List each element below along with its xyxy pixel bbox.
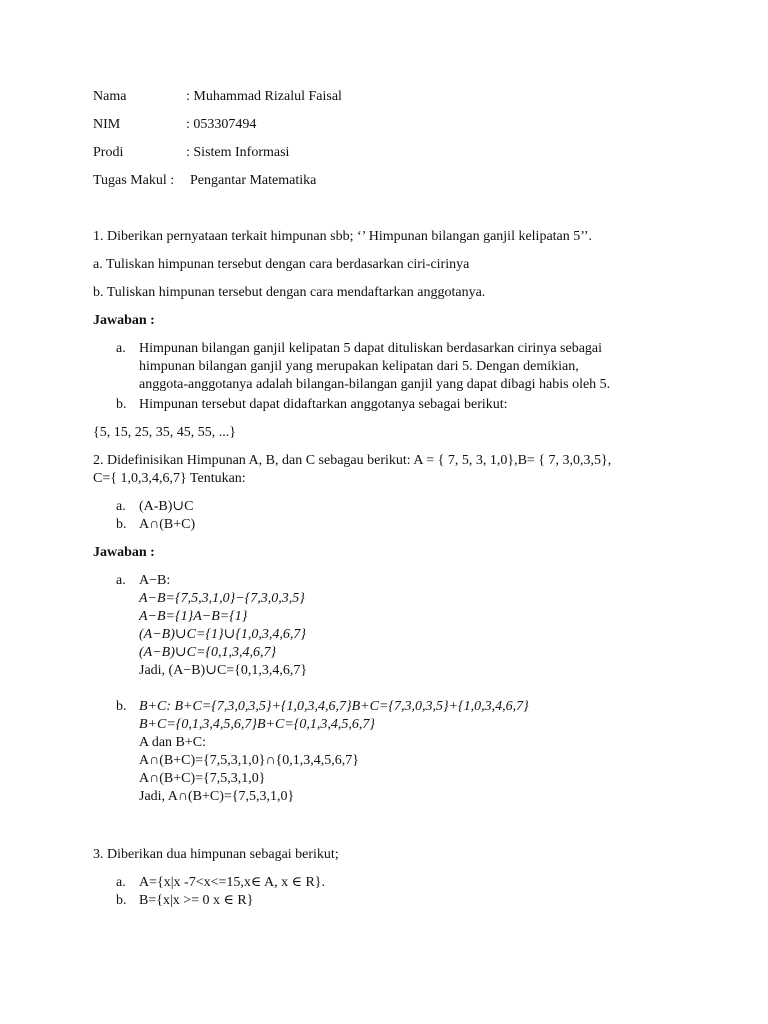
q2-item-a: (A-B)∪C (139, 499, 194, 514)
q1-question: 1. Diberikan pernyataan terkait himpunan sbb; ‘’ Himpunan bilangan ganjil kelipatan 5’’. (93, 229, 593, 244)
q2-ans-a-line: A−B={7,5,3,1,0}−{7,3,0,3,5} (139, 591, 305, 606)
q2-ans-a-line: A−B={1}A−B={1} (139, 609, 248, 624)
q1-ans-b-line1: Himpunan tersebut dapat didaftarkan anggotanya sebagai berikut: (139, 397, 508, 412)
q2-ans-b-marker: b. (116, 699, 127, 714)
q3-item-a: A={x|x -7<x<=15,x∈ A, x ∈ R}. (139, 875, 325, 890)
q2-ans-b-line: A∩(B+C)={7,5,3,1,0} (139, 771, 266, 786)
q2-ans-b-line: B+C={0,1,3,4,5,6,7}B+C={0,1,3,4,5,6,7} (139, 717, 375, 732)
q2-ans-a-line: (A−B)∪C={1}∪{1,0,3,4,6,7} (139, 627, 307, 642)
makul-label: Tugas Makul : (93, 173, 175, 188)
q1-ans-a-marker: a. (116, 341, 126, 356)
q1-ans-a-line1: Himpunan bilangan ganjil kelipatan 5 dapat dituliskan berdasarkan cirinya sebagai (139, 341, 603, 356)
q2-ans-a-line: (A−B)∪C={0,1,3,4,6,7} (139, 645, 277, 660)
nim-label: NIM (93, 117, 121, 132)
q2-ans-b-line: A dan B+C: (139, 735, 207, 750)
q2-ans-b-line: A∩(B+C)={7,5,3,1,0}∩{0,1,3,4,5,6,7} (139, 753, 360, 768)
q1-part-a: a. Tuliskan himpunan tersebut dengan cara berdasarkan ciri-cirinya (93, 257, 470, 272)
q1-part-b: b. Tuliskan himpunan tersebut dengan cara mendaftarkan anggotanya. (93, 285, 486, 300)
prodi-value: : Sistem Informasi (186, 145, 290, 160)
q2-question-line2: C={ 1,0,3,4,6,7} Tentukan: (93, 471, 246, 486)
nama-label: Nama (93, 89, 127, 104)
q2-question-line1: 2. Didefinisikan Himpunan A, B, dan C sebagau berikut: A = { 7, 5, 3, 1,0},B= { 7, 3,0,3,5}, (93, 453, 612, 468)
nama-value: : Muhammad Rizalul Faisal (186, 89, 342, 104)
q2-ans-b-line: B+C: B+C={7,3,0,3,5}+{1,0,3,4,6,7}B+C={7,3,0,3,5}+{1,0,3,4,6,7} (139, 699, 529, 714)
makul-value: Pengantar Matematika (190, 173, 317, 188)
q1-ans-b-marker: b. (116, 397, 127, 412)
prodi-label: Prodi (93, 145, 124, 160)
q3-item-b: B={x|x >= 0 x ∈ R} (139, 893, 254, 908)
q2-item-b-marker: b. (116, 517, 127, 532)
q1-set-listing: {5, 15, 25, 35, 45, 55, ...} (93, 425, 236, 440)
q2-ans-a-line: A−B: (139, 573, 171, 588)
nim-value: : 053307494 (186, 117, 257, 132)
q2-answer-label: Jawaban : (93, 545, 155, 560)
q2-ans-a-marker: a. (116, 573, 126, 588)
q2-item-a-marker: a. (116, 499, 126, 514)
q1-ans-a-line3: anggota-anggotanya adalah bilangan-bilangan ganjil yang dapat dibagi habis oleh 5. (139, 377, 611, 392)
q2-ans-a-line: Jadi, (A−B)∪C={0,1,3,4,6,7} (139, 663, 308, 678)
q2-ans-b-line: Jadi, A∩(B+C)={7,5,3,1,0} (139, 789, 295, 804)
q3-item-a-marker: a. (116, 875, 126, 890)
q2-item-b: A∩(B+C) (139, 517, 196, 532)
q1-answer-label: Jawaban : (93, 313, 155, 328)
q3-item-b-marker: b. (116, 893, 127, 908)
q1-ans-a-line2: himpunan bilangan ganjil yang merupakan kelipatan dari 5. Dengan demikian, (139, 359, 579, 374)
q3-question: 3. Diberikan dua himpunan sebagai berikut; (93, 847, 339, 862)
